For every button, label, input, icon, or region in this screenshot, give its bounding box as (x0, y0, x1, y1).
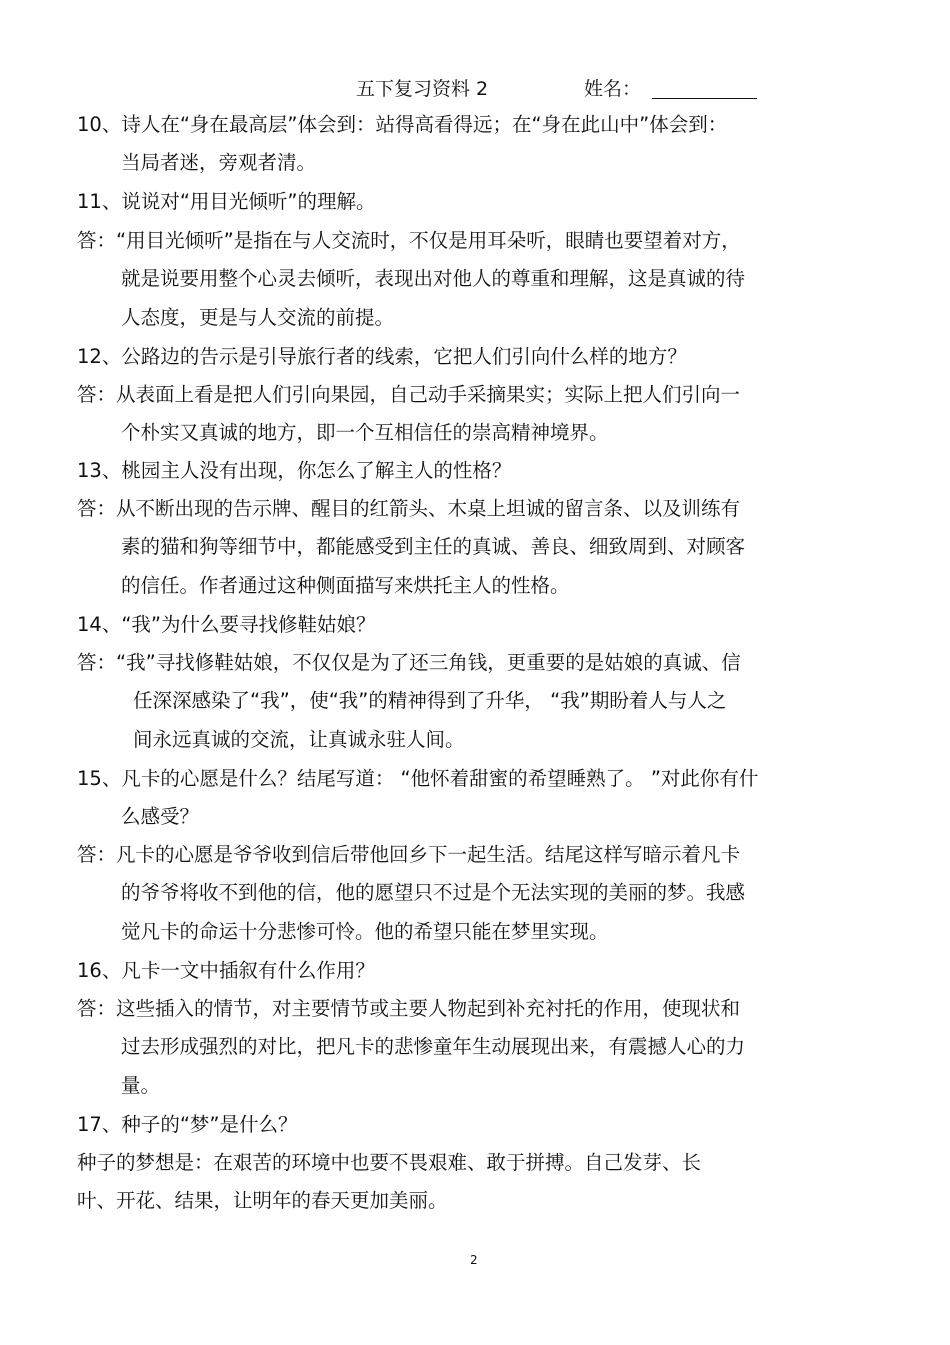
answer-14-line-1: 答：“我”寻找修鞋姑娘，不仅仅是为了还三角钱，更重要的是姑娘的真诚、信 (77, 651, 741, 674)
answer-17-line-1: 种子的梦想是：在艰苦的环境中也要不畏艰难、敢于拼搏。自己发芽、长 (77, 1151, 702, 1174)
answer-16-line-1: 答：这些插入的情节，对主要情节或主要人物起到补充衬托的作用，使现状和 (77, 997, 741, 1020)
document-title: 五下复习资料 2 (356, 78, 489, 100)
page-number: 2 (470, 1253, 478, 1267)
question-10-line-1: 10、诗人在“身在最高层”体会到：站得高看得远；在“身在此山中”体会到： (77, 113, 728, 136)
answer-11-line-2: 就是说要用整个心灵去倾听，表现出对他人的尊重和理解，这是真诚的待 (121, 267, 746, 290)
answer-13-line-3: 的信任。作者通过这种侧面描写来烘托主人的性格。 (121, 574, 570, 597)
answer-17-line-2: 叶、开花、结果，让明年的春天更加美丽。 (77, 1189, 448, 1212)
question-13: 13、桃园主人没有出现，你怎么了解主人的性格？ (77, 459, 512, 482)
answer-15-line-2: 的爷爷将收不到他的信，他的愿望只不过是个无法实现的美丽的梦。我感 (121, 881, 746, 904)
question-17: 17、种子的“梦”是什么？ (77, 1113, 298, 1136)
question-15-line-2: 么感受？ (121, 805, 200, 828)
answer-12-line-2: 个朴实又真诚的地方，即一个互相信任的崇高精神境界。 (121, 421, 609, 444)
question-14: 14、“我”为什么要寻找修鞋姑娘？ (77, 613, 376, 636)
question-12: 12、公路边的告示是引导旅行者的线索，它把人们引向什么样的地方？ (77, 345, 687, 368)
answer-12-line-1: 答：从表面上看是把人们引向果园，自己动手采摘果实；实际上把人们引向一 (77, 383, 741, 406)
question-15-line-1: 15、凡卡的心愿是什么？结尾写道： “他怀着甜蜜的希望睡熟了。 ”对此你有什 (77, 767, 759, 790)
answer-16-line-3: 量。 (121, 1074, 161, 1097)
answer-13-line-1: 答：从不断出现的告示牌、醒目的红箭头、木桌上坦诚的留言条、以及训练有 (77, 497, 741, 520)
name-blank-line (652, 98, 757, 99)
question-10-line-2: 当局者迷，旁观者清。 (121, 151, 317, 174)
question-11: 11、说说对“用目光倾听”的理解。 (77, 190, 376, 213)
answer-15-line-3: 觉凡卡的命运十分悲惨可怜。他的希望只能在梦里实现。 (121, 920, 609, 943)
name-label: 姓名： (584, 78, 642, 100)
question-16: 16、凡卡一文中插叙有什么作用？ (77, 959, 375, 982)
answer-11-line-3: 人态度，更是与人交流的前提。 (121, 306, 395, 329)
answer-15-line-1: 答：凡卡的心愿是爷爷收到信后带他回乡下一起生活。结尾这样写暗示着凡卡 (77, 843, 741, 866)
answer-14-line-3: 间永远真诚的交流，让真诚永驻人间。 (133, 728, 465, 751)
answer-13-line-2: 素的猫和狗等细节中，都能感受到主任的真诚、善良、细致周到、对顾客 (121, 535, 746, 558)
answer-16-line-2: 过去形成强烈的对比，把凡卡的悲惨童年生动展现出来，有震撼人心的力 (121, 1035, 746, 1058)
answer-11-line-1: 答：“用目光倾听”是指在与人交流时，不仅是用耳朵听，眼睛也要望着对方， (77, 229, 741, 252)
answer-14-line-2: 任深深感染了“我”，使“我”的精神得到了升华， “我”期盼着人与人之 (133, 689, 727, 712)
